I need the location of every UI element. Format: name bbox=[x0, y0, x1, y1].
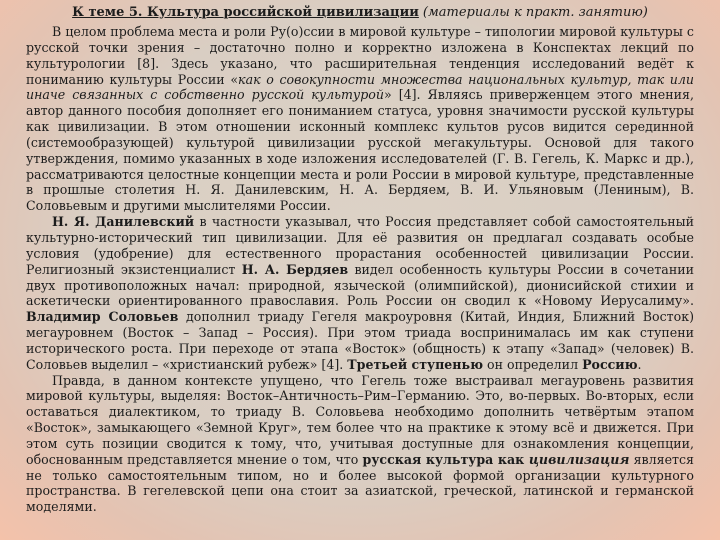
p2-russia: Россию bbox=[582, 356, 638, 372]
paragraph-2 bbox=[26, 214, 694, 372]
paragraph-1 bbox=[26, 24, 694, 214]
p3-text-a: Правда, в данном контексте упущено, что Гегель тоже выстраивал мегауровень развития мировой культуры, выделяя: Восток–Античность–Рим–Германию. Это, во-первых. Во-вторых, если оставаться диалектиком, то триаду В. Соловьева необходимо дополнить четвёртым этапом «Восток», замыкающего «Земной Круг», тем более что на практике к этому всё и движется. При этом суть позиции сводится к тому, что, учитывая доступные для ознакомления концепции, обоснованным представляется мнение о том, что bbox=[26, 372, 694, 467]
title-note: (материалы к практ. занятию) bbox=[422, 5, 648, 20]
p1-text-a: В целом проблема места и роли Ру(о)ссии в мировой культуре – типологии мировой культуры с русской точки зрения – достаточно полно и корректно изложена в Конспектах лекций по культурологии [8]. Здесь указано, что расширительная тенденция исследований ведёт к пониманию культуры России « bbox=[26, 24, 694, 87]
p2-text-d: он определил bbox=[483, 356, 583, 372]
p3-civilization-word: цивилизация bbox=[528, 451, 630, 467]
paragraph-3 bbox=[26, 373, 694, 516]
p1-text-b: » [4]. Являясь приверженцем этого мнения, автор данного пособия дополняет его пониманием статуса, уровня значимости русской культуры как цивилизации. В этом отношении исконный комплекс культов русов видится серединной (системообразующей) культурой цивилизации русской мегакультуры. Основой для такого утверждения, помимо указанных в ходе изложения исследователей (Г. В. Гегель, К. Маркс и др.), рассматриваются целостные концепции места и роли России в мировой культуре, представленные в прошлые столетия Н. Я. Данилевским, Н. А. Бердяем, В. И. Ульяновым (Лениным), В. Соловьевым и другими мыслителями России. bbox=[26, 87, 694, 214]
p2-solovyev: Владимир Соловьев bbox=[26, 309, 179, 325]
p2-text-a: в частности указывал, что Россия представляет собой самостоятельный культурно-исторический тип цивилизации. Для её развития он предлагал создавать особые условия (удобрение) для естественного прорастания особенностей цивилизации России. Религиозный экзистенциалист bbox=[26, 214, 695, 277]
title bbox=[26, 3, 694, 21]
p3-civilization bbox=[529, 452, 630, 467]
p2-text-b: видел особенность культуры России в сочетании двух противоположных начал: природной, языческой (олимпийской), дионисийской стихии и аскетически ориентированного православия. Роль России он сводил к «Новому Иерусалиму». bbox=[26, 261, 694, 309]
p2-danilevsky: Н. Я. Данилевский bbox=[52, 214, 195, 230]
p2-text-e: . bbox=[637, 356, 642, 372]
title-main: К теме 5. Культура российской цивилизации bbox=[72, 5, 419, 20]
document-text bbox=[26, 3, 694, 515]
p2-text-c: дополнил триаду Гегеля макроуровня (Китай, Индия, Ближний Восток) мегауровнем (Восток – Запад – Россия). При этом триада воспринималась им как ступени исторического роста. При переходе от этапа «Восток» (общность) к этапу «Запад» (человек) В. Соловьев выделил – «христианский рубеж» [4]. bbox=[26, 309, 694, 372]
p1-quote: как о совокупности множества национальных культур, так или иначе связанных с собственно русской культурой bbox=[26, 71, 694, 103]
p3-russian-culture: русская культура как bbox=[362, 451, 529, 467]
p2-third-step: Третьей ступенью bbox=[347, 356, 483, 372]
p2-berdyaev: Н. А. Бердяев bbox=[241, 261, 349, 277]
p3-text-b: является не только самостоятельным типом, но и более высокой формой организации культурного пространства. В гегелевской цепи она стоит за азиатской, греческой, латинской и германской моделями. bbox=[26, 451, 694, 515]
